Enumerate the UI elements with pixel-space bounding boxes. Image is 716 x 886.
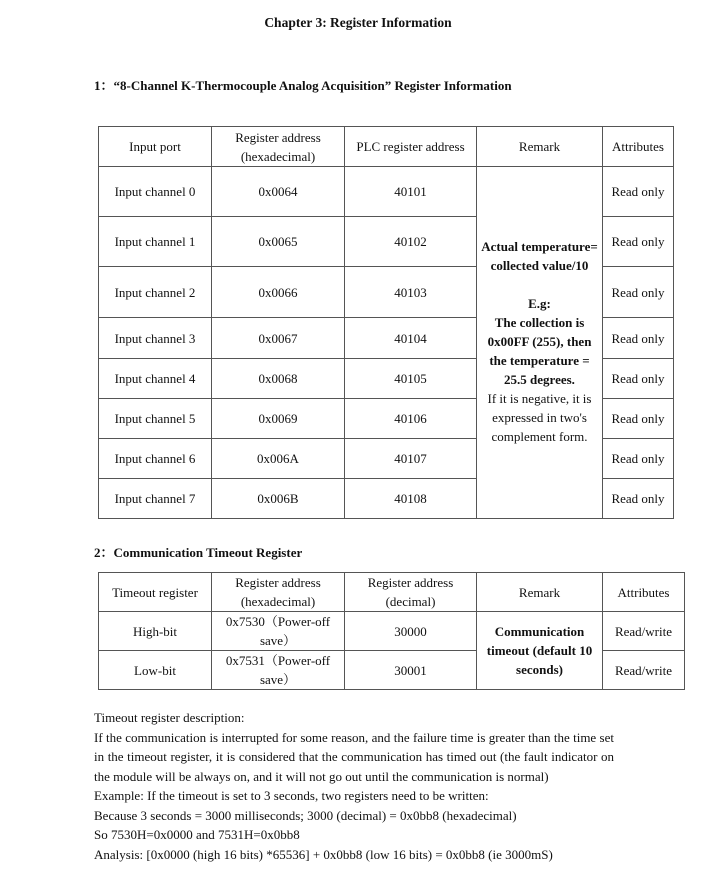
- hex-cell: 0x0066: [212, 267, 345, 318]
- description-paragraph: If the communication is interrupted for some reason, and the failure time is greater than the time set in the timeout register, it is considered that the communication has timed out (the fault indicator on the module will be always on, and it will not go out until the communication is normal): [94, 729, 614, 784]
- plc-cell: 40102: [345, 217, 477, 267]
- hex-cell: 0x006A: [212, 439, 345, 479]
- hex-cell: 0x0067: [212, 318, 345, 359]
- port-cell: Input channel 7: [99, 479, 212, 519]
- plc-cell: 40106: [345, 399, 477, 439]
- port-cell: Input channel 0: [99, 167, 212, 217]
- port-cell: Input channel 6: [99, 439, 212, 479]
- plc-cell: 40101: [345, 167, 477, 217]
- attr-cell: Read/write: [603, 651, 685, 690]
- header-cell: Attributes: [603, 127, 674, 167]
- remark-cell: [477, 167, 603, 519]
- attr-cell: Read only: [603, 167, 674, 217]
- hex-cell: 0x0068: [212, 359, 345, 399]
- timeout-table: [98, 572, 685, 690]
- register-table: [98, 126, 674, 519]
- remark-cell: Communication timeout (default 10 seconds): [477, 612, 603, 690]
- description-line: Example: If the timeout is set to 3 seconds, two registers need to be written:: [94, 788, 489, 803]
- header-cell: Attributes: [603, 573, 685, 612]
- attr-cell: Read only: [603, 439, 674, 479]
- plc-cell: 40103: [345, 267, 477, 318]
- plc-cell: 40105: [345, 359, 477, 399]
- table-row: [99, 612, 685, 651]
- description-line: So 7530H=0x0000 and 7531H=0x0bb8: [94, 827, 300, 842]
- remark-example-label: E.g:: [528, 296, 551, 311]
- header-cell: Register address (hexadecimal): [212, 127, 345, 167]
- remark-example: The collection is 0x00FF (255), then the temperature = 25.5 degrees.: [487, 315, 592, 387]
- hex-cell: 0x0069: [212, 399, 345, 439]
- port-cell: Input channel 4: [99, 359, 212, 399]
- plc-cell: 40108: [345, 479, 477, 519]
- port-cell: Input channel 2: [99, 267, 212, 318]
- header-cell: Remark: [477, 127, 603, 167]
- hex-cell: 0x006B: [212, 479, 345, 519]
- dec-cell: 30000: [345, 612, 477, 651]
- remark-note: If it is negative, it is expressed in two's complement form.: [487, 391, 592, 444]
- header-cell: Register address (decimal): [345, 573, 477, 612]
- attr-cell: Read/write: [603, 612, 685, 651]
- hex-cell: 0x7530（Power-off save）: [212, 612, 345, 651]
- plc-cell: 40104: [345, 318, 477, 359]
- hex-cell: 0x7531（Power-off save）: [212, 651, 345, 690]
- attr-cell: Read only: [603, 399, 674, 439]
- table-header-row: [99, 127, 674, 167]
- port-cell: Input channel 5: [99, 399, 212, 439]
- table-header-row: [99, 573, 685, 612]
- dec-cell: 30001: [345, 651, 477, 690]
- attr-cell: Read only: [603, 267, 674, 318]
- header-cell: Register address (hexadecimal): [212, 573, 345, 612]
- header-cell: PLC register address: [345, 127, 477, 167]
- plc-cell: 40107: [345, 439, 477, 479]
- header-cell: Input port: [99, 127, 212, 167]
- table-row: [99, 167, 674, 217]
- description-line: Because 3 seconds = 3000 milliseconds; 3000 (decimal) = 0x0bb8 (hexadecimal): [94, 807, 517, 823]
- description-heading: Timeout register description:: [94, 710, 245, 725]
- attr-cell: Read only: [603, 359, 674, 399]
- timeout-description: [94, 708, 614, 864]
- header-cell: Remark: [477, 573, 603, 612]
- section-2-heading: 2：Communication Timeout Register: [94, 545, 303, 560]
- attr-cell: Read only: [603, 479, 674, 519]
- attr-cell: Read only: [603, 318, 674, 359]
- hex-cell: 0x0064: [212, 167, 345, 217]
- section-1-heading: 1：“8-Channel K-Thermocouple Analog Acquisition” Register Information: [94, 78, 512, 93]
- attr-cell: Read only: [603, 217, 674, 267]
- register-cell: High-bit: [99, 612, 212, 651]
- chapter-title: Chapter 3: Register Information: [264, 15, 452, 30]
- hex-cell: 0x0065: [212, 217, 345, 267]
- port-cell: Input channel 1: [99, 217, 212, 267]
- port-cell: Input channel 3: [99, 318, 212, 359]
- header-cell: Timeout register: [99, 573, 212, 612]
- remark-formula: Actual temperature=collected value/10: [481, 239, 598, 273]
- register-cell: Low-bit: [99, 651, 212, 690]
- description-line: Analysis: [0x0000 (high 16 bits) *65536] + 0x0bb8 (low 16 bits) = 0x0bb8 (ie 3000mS): [94, 846, 553, 862]
